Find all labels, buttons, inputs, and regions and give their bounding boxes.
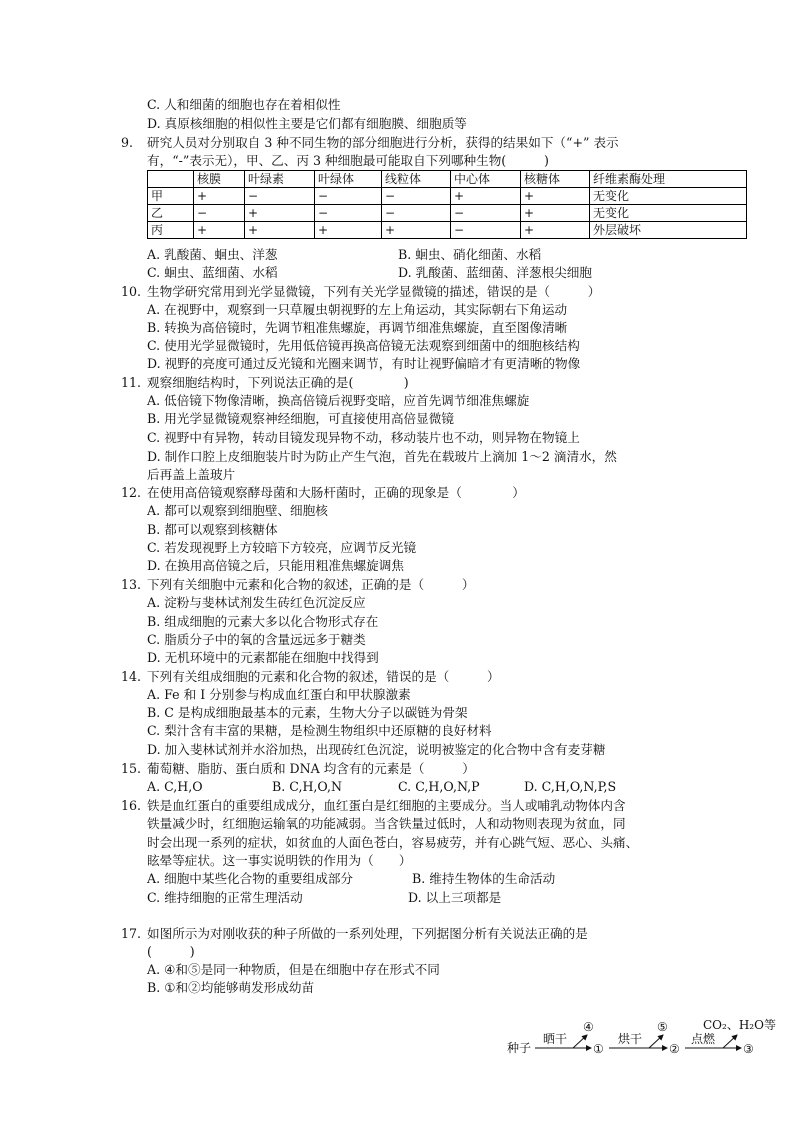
q9-option-b: B. 蛔虫、硝化细菌、水稻 (398, 247, 542, 262)
q11-option-d-line2: 后再盖上盖玻片 (147, 467, 236, 482)
q13-option-b: B. 组成细胞的元素大多以化合物形式存在 (147, 614, 379, 629)
q12-option-d: D. 在换用高倍镜之后，只能用粗准焦螺旋调焦 (147, 558, 404, 573)
q17-option-a: A. ④和⑤是同一种物质，但是在细胞中存在形式不同 (147, 962, 440, 977)
table-header-cell: 叶绿素 (245, 171, 315, 188)
arrow-to-products (723, 1035, 737, 1048)
table-header-cell: 中心体 (451, 171, 521, 188)
table-header-cell (148, 171, 194, 188)
q12-option-c: C. 若发现视野上方较暗下方较亮，应调节反光镜 (147, 540, 417, 555)
q11-stem: 观察细胞结构时，下列说法正确的是( ) (147, 375, 409, 390)
q8-option-c: C. 人和细菌的细胞也存在着相似性 (147, 97, 341, 112)
q9-table (147, 170, 747, 239)
q13-stem: 下列有关细胞中元素和化合物的叙述，正确的是（ ） (147, 577, 475, 592)
bake-label: 烘干 (618, 1032, 643, 1046)
q11-number: 11. (121, 375, 142, 390)
q17-stem-line1: 如图所示为对刚收获的种子所做的一系列处理，下列据图分析有关说法正确的是 (147, 926, 588, 941)
table-row (148, 222, 747, 239)
q16-option-c: C. 维持细胞的正常生理活动 (147, 890, 303, 905)
q15-option-d: D. C,H,O,N,P,S (524, 779, 617, 794)
table-row (148, 188, 747, 205)
table-cell: + (521, 222, 590, 239)
table-cell: + (245, 205, 315, 222)
table-cell: + (194, 222, 245, 239)
table-cell: + (194, 188, 245, 205)
q9-stem-line2: 有，“-”表示无），甲、乙、丙 3 种细胞最可能取自下列哪种生物( ) (147, 153, 549, 168)
table-cell: − (245, 188, 315, 205)
seed-processing-diagram (505, 1015, 794, 1065)
table-header-cell: 线粒体 (382, 171, 451, 188)
table-cell: + (382, 222, 451, 239)
q15-option-c: C. C,H,O,N,P (398, 779, 480, 794)
table-cell: − (382, 188, 451, 205)
q14-stem: 下列有关组成细胞的元素和化合物的叙述，错误的是（ ） (147, 669, 500, 684)
q15-option-b: B. C,H,O,N (272, 779, 343, 794)
product-4-label: ④ (583, 1020, 594, 1034)
q10-option-c: C. 使用光学显微镜时，先用低倍镜再换高倍镜无法观察到细菌中的细胞核结构 (147, 338, 580, 353)
q10-option-a: A. 在视野中，观察到一只草履虫朝视野的左上角运动，其实际朝右下角运动 (147, 302, 568, 317)
q16-stem-line4: 眩晕等症状。这一事实说明铁的作用为（ ） (147, 853, 412, 868)
q8-option-d: D. 真原核细胞的相似性主要是它们都有细胞膜、细胞质等 (147, 116, 467, 131)
table-cell: 乙 (148, 205, 194, 222)
q10-option-d: D. 视野的亮度可通过反光镜和光圈来调节，有时让视野偏暗才有更清晰的物像 (147, 356, 581, 371)
q15-stem: 葡萄糖、脂肪、蛋白质和 DNA 均含有的元素是（ ） (147, 761, 475, 776)
arrow-to-5 (649, 1035, 663, 1048)
table-cell: − (315, 205, 382, 222)
table-cell: 丙 (148, 222, 194, 239)
product-3-label: ③ (743, 1042, 754, 1056)
table-cell: − (451, 205, 521, 222)
table-cell: 甲 (148, 188, 194, 205)
q12-option-b: B. 都可以观察到核糖体 (147, 522, 278, 537)
ignite-label: 点燃 (691, 1032, 716, 1046)
table-cell: + (315, 222, 382, 239)
product-2-label: ② (669, 1042, 680, 1056)
table-header-cell: 核糖体 (521, 171, 590, 188)
q16-number: 16. (121, 798, 142, 813)
q13-number: 13. (121, 577, 142, 592)
q14-option-b: B. C 是构成细胞最基本的元素，生物大分子以碳链为骨架 (147, 705, 468, 720)
q11-option-a: A. 低倍镜下物像清晰，换高倍镜后视野变暗，应首先调节细准焦螺旋 (147, 393, 530, 408)
q9-option-d: D. 乳酸菌、蓝细菌、洋葱根尖细胞 (398, 265, 592, 280)
table-cell: − (382, 205, 451, 222)
q16-option-b: B. 维持生物体的生命活动 (412, 871, 556, 886)
q11-option-d-line1: D. 制作口腔上皮细胞装片时为防止产生气泡，首先在载玻片上滴加 1～2 滴清水，然 (147, 449, 617, 464)
q11-option-c: C. 视野中有异物，转动目镜发现异物不动，移动装片也不动，则异物在物镜上 (147, 430, 580, 445)
table-cell: − (315, 188, 382, 205)
product-5-label: ⑤ (657, 1020, 668, 1034)
q15-option-a: A. C,H,O (147, 779, 203, 794)
table-cell: 无变化 (590, 188, 747, 205)
table-cell: + (521, 188, 590, 205)
product-1-label: ① (593, 1042, 604, 1056)
q10-stem: 生物学研究常用到光学显微镜，下列有关光学显微镜的描述，错误的是（ ） (147, 284, 601, 299)
q9-number: 9. (121, 135, 134, 150)
q12-stem: 在使用高倍镜观察酵母菌和大肠杆菌时，正确的现象是（ ） (147, 485, 525, 500)
table-header-cell: 核膜 (194, 171, 245, 188)
q12-option-a: A. 都可以观察到细胞壁、细胞核 (147, 503, 328, 518)
q13-option-d: D. 无机环境中的元素都能在细胞中找得到 (147, 650, 379, 665)
combustion-products-label: CO₂、H₂O等 (703, 1018, 776, 1032)
table-cell: − (194, 205, 245, 222)
q14-option-c: C. 梨汁含有丰富的果糖，是检测生物组织中还原糖的良好材料 (147, 723, 492, 738)
q17-stem-line2: ( ) (147, 944, 195, 959)
table-row (148, 205, 747, 222)
q11-option-b: B. 用光学显微镜观察神经细胞，可直接使用高倍显微镜 (147, 411, 454, 426)
table-header-cell: 纤维素酶处理 (590, 171, 747, 188)
table-cell: + (521, 205, 590, 222)
table-cell: 无变化 (590, 205, 747, 222)
q17-option-b: B. ①和②均能够萌发形成幼苗 (147, 980, 315, 995)
q13-option-c: C. 脂质分子中的氧的含量远远多于糖类 (147, 632, 366, 647)
table-cell: − (451, 222, 521, 239)
table-cell: + (245, 222, 315, 239)
table-cell: 外层破坏 (590, 222, 747, 239)
q16-stem-line3: 时会出现一系列的症状，如贫血的人面色苍白，容易疲劳，并有心跳气短、恶心、头痛、 (147, 835, 639, 850)
q16-stem-line1: 铁是血红蛋白的重要组成成分，血红蛋白是红细胞的主要成分。当人或哺乳动物体内含 (147, 798, 626, 813)
q9-option-c: C. 蛔虫、蓝细菌、水稻 (147, 265, 278, 280)
q16-stem-line2: 铁量减少时，红细胞运输氧的功能减弱。当含铁量过低时，人和动物则表现为贫血，同 (147, 816, 626, 831)
q14-number: 14. (121, 669, 142, 684)
q9-option-a: A. 乳酸菌、蛔虫、洋葱 (147, 247, 278, 262)
arrow-to-4 (573, 1035, 587, 1048)
q17-number: 17. (121, 926, 142, 941)
table-cell: + (451, 188, 521, 205)
q14-option-d: D. 加入斐林试剂并水浴加热，出现砖红色沉淀，说明被鉴定的化合物中含有麦芽糖 (147, 742, 606, 757)
q14-option-a: A. Fe 和 I 分别参与构成血红蛋白和甲状腺激素 (147, 687, 411, 702)
q10-number: 10. (121, 284, 142, 299)
q12-number: 12. (121, 485, 142, 500)
sun-dry-label: 晒干 (543, 1032, 568, 1046)
seed-label: 种子 (507, 1041, 532, 1055)
table-header-cell: 叶绿体 (315, 171, 382, 188)
q10-option-b: B. 转换为高倍镜时，先调节粗准焦螺旋，再调节细准焦螺旋，直至图像清晰 (147, 320, 568, 335)
q16-option-d: D. 以上三项都是 (408, 890, 502, 905)
q15-number: 15. (121, 761, 142, 776)
q16-option-a: A. 细胞中某些化合物的重要组成部分 (147, 871, 354, 886)
q9-stem-line1: 研究人员对分别取自 3 种不同生物的部分细胞进行分析，获得的结果如下（“+” 表示 (147, 135, 619, 150)
q13-option-a: A. 淀粉与斐林试剂发生砖红色沉淀反应 (147, 595, 366, 610)
table-header-row (148, 171, 747, 188)
